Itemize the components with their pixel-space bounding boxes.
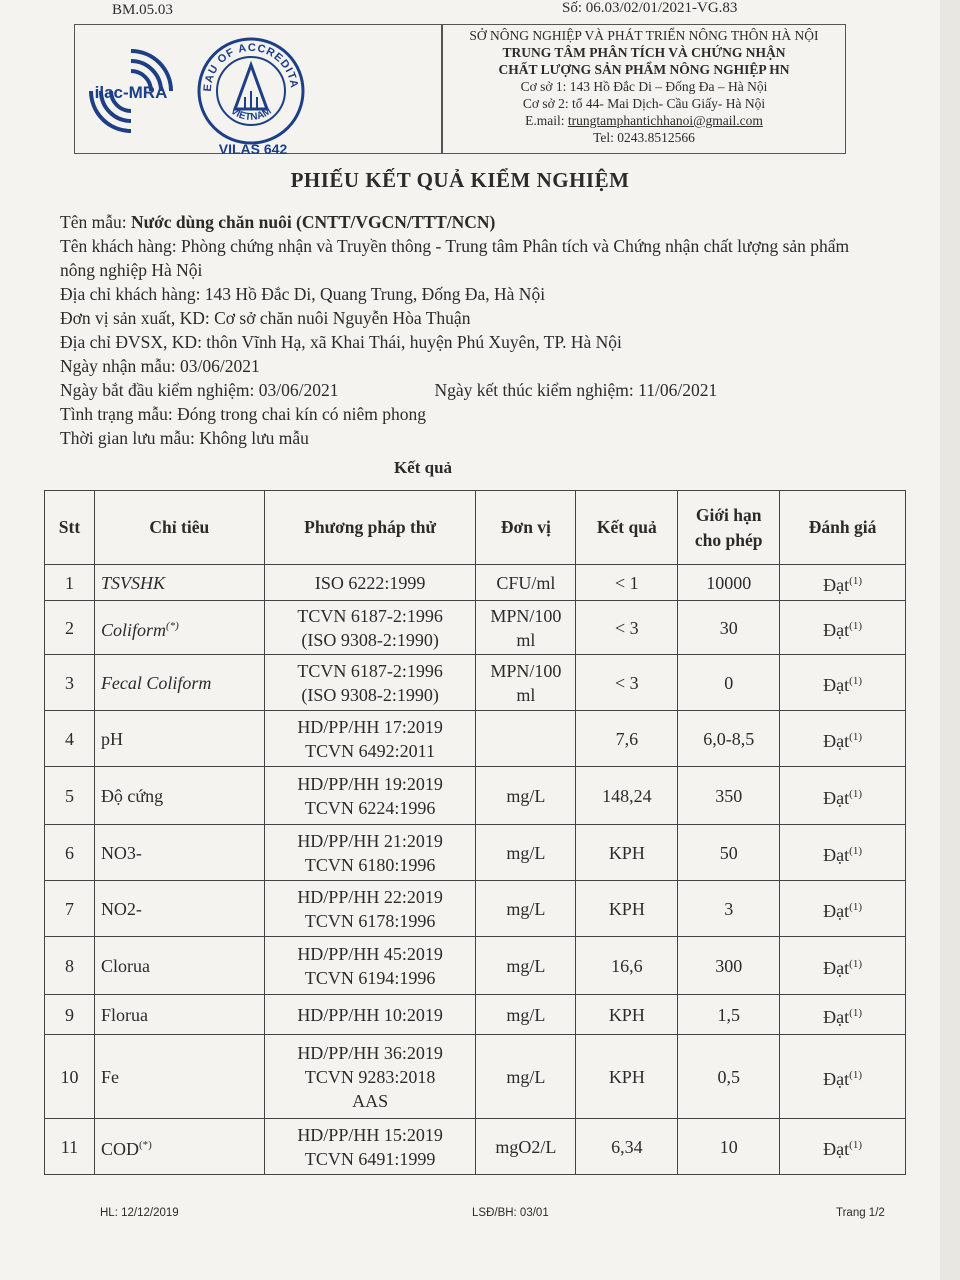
cell-limit xyxy=(678,937,780,995)
cell-evaluation xyxy=(780,1035,906,1119)
org-tel: Tel: 0243.8512566 xyxy=(593,130,695,145)
stt-value: 1 xyxy=(64,572,74,593)
cell-indicator xyxy=(94,1035,264,1119)
cell-unit xyxy=(476,1035,576,1119)
result-value: < 1 xyxy=(614,572,639,593)
cell-indicator xyxy=(94,937,264,995)
cell-limit xyxy=(678,565,780,601)
cell-unit xyxy=(476,995,576,1035)
cell-result xyxy=(576,937,678,995)
cell-stt xyxy=(45,711,95,767)
org-name-line1: TRUNG TÂM PHÂN TÍCH VÀ CHỨNG NHẬN xyxy=(502,45,786,60)
ilac-text: ilac-MRA xyxy=(94,83,168,102)
ilac-mra-logo xyxy=(81,41,181,141)
cell-method xyxy=(264,1035,476,1119)
result-value: 6,34 xyxy=(611,1136,643,1157)
cell-method xyxy=(264,711,476,767)
stt-value: 3 xyxy=(64,672,74,693)
evaluation-note: (1) xyxy=(849,1138,862,1151)
method-line: HD/PP/HH 45:2019 xyxy=(297,943,443,964)
evaluation-note: (1) xyxy=(849,787,862,800)
cell-stt xyxy=(45,881,95,937)
evaluation-value: Đạt xyxy=(823,1068,850,1089)
cell-limit xyxy=(678,711,780,767)
limit-value: 10 xyxy=(719,1136,738,1157)
cell-unit xyxy=(476,1119,576,1175)
evaluation-value: Đạt xyxy=(823,619,850,640)
sample-condition: Tình trạng mẫu: Đóng trong chai kín có niêm phong xyxy=(60,404,426,424)
stt-value: 9 xyxy=(64,1004,74,1025)
evaluation-value: Đạt xyxy=(823,730,850,751)
method-line: TCVN 6187-2:1996 xyxy=(297,605,443,626)
sample-info xyxy=(60,210,870,450)
cell-method xyxy=(264,881,476,937)
evaluation-note: (1) xyxy=(849,730,862,743)
email-link[interactable]: trungtamphantichhanoi@gmail.com xyxy=(567,113,763,128)
results-table xyxy=(44,490,906,1175)
stt-value: 6 xyxy=(64,842,74,863)
org-ministry: SỞ NÔNG NGHIỆP VÀ PHÁT TRIỂN NÔNG THÔN HÀ NỘI xyxy=(469,28,819,43)
cell-unit xyxy=(476,937,576,995)
indicator-mark: (*) xyxy=(138,1138,152,1151)
evaluation-value: Đạt xyxy=(823,844,850,865)
cell-stt xyxy=(45,825,95,881)
cell-result xyxy=(576,881,678,937)
cell-unit xyxy=(476,825,576,881)
unit-line: mg/L xyxy=(506,842,546,863)
cell-stt xyxy=(45,1035,95,1119)
received-date: Ngày nhận mẫu: 03/06/2021 xyxy=(60,356,260,376)
cell-unit xyxy=(476,655,576,711)
cell-method xyxy=(264,1119,476,1175)
limit-value: 1,5 xyxy=(717,1004,740,1025)
indicator-value: NO3- xyxy=(100,842,142,863)
document-number: Số: 06.03/02/01/2021-VG.83 xyxy=(562,0,738,16)
cell-evaluation xyxy=(780,711,906,767)
cell-stt xyxy=(45,601,95,655)
cell-evaluation xyxy=(780,825,906,881)
header-unit: Đơn vị xyxy=(476,491,576,565)
evaluation-note: (1) xyxy=(849,619,862,632)
method-line: HD/PP/HH 36:2019 xyxy=(297,1042,443,1063)
cell-method xyxy=(264,767,476,825)
limit-value: 350 xyxy=(715,785,743,806)
cell-method xyxy=(264,995,476,1035)
footer-hl: HL: 12/12/2019 xyxy=(100,1207,179,1219)
sample-storage: Thời gian lưu mẫu: Không lưu mẫu xyxy=(60,428,309,448)
cell-unit xyxy=(476,767,576,825)
org-address-2: Cơ sở 2: tổ 44- Mai Dịch- Cầu Giấy- Hà Nội xyxy=(522,96,766,111)
limit-value: 0,5 xyxy=(717,1066,740,1087)
header-limit-line2: cho phép xyxy=(694,529,763,550)
evaluation-value: Đạt xyxy=(823,574,850,595)
cell-unit xyxy=(476,881,576,937)
end-date: Ngày kết thúc kiểm nghiệm: 11/06/2021 xyxy=(434,380,718,400)
method-line: HD/PP/HH 15:2019 xyxy=(297,1124,443,1145)
table-row xyxy=(45,767,906,825)
stt-value: 4 xyxy=(64,728,74,749)
method-line: HD/PP/HH 22:2019 xyxy=(297,886,443,907)
limit-value: 3 xyxy=(724,898,734,919)
stt-value: 5 xyxy=(64,785,74,806)
indicator-value: NO2- xyxy=(100,898,142,919)
logo-area xyxy=(75,25,441,157)
producer: Đơn vị sản xuất, KD: Cơ sở chăn nuôi Nguyễn Hòa Thuận xyxy=(60,308,471,328)
cell-limit xyxy=(678,655,780,711)
cell-indicator xyxy=(94,1119,264,1175)
cell-evaluation xyxy=(780,881,906,937)
unit-line: mg/L xyxy=(506,898,546,919)
table-row xyxy=(45,711,906,767)
cell-method xyxy=(264,937,476,995)
cell-limit xyxy=(678,767,780,825)
indicator-value: Độ cứng xyxy=(100,785,164,806)
cell-result xyxy=(576,1035,678,1119)
method-line: HD/PP/HH 19:2019 xyxy=(297,773,443,794)
limit-value: 30 xyxy=(719,617,738,638)
limit-value: 50 xyxy=(719,842,738,863)
header-indicator: Chỉ tiêu xyxy=(94,491,264,565)
unit-line: MPN/100 xyxy=(490,605,562,626)
unit-line: mg/L xyxy=(506,1066,546,1087)
header-limit-line1: Giới hạn xyxy=(695,504,762,525)
cell-evaluation xyxy=(780,937,906,995)
result-value: KPH xyxy=(608,1004,645,1025)
org-name-line2: CHẤT LƯỢNG SẢN PHẨM NÔNG NGHIỆP HN xyxy=(498,62,790,77)
evaluation-note: (1) xyxy=(849,957,862,970)
cell-evaluation xyxy=(780,767,906,825)
email-label: E.mail: xyxy=(525,113,568,128)
evaluation-value: Đạt xyxy=(823,787,850,808)
start-date: Ngày bắt đầu kiểm nghiệm: 03/06/2021 xyxy=(60,380,339,400)
cell-evaluation xyxy=(780,601,906,655)
cell-result xyxy=(576,995,678,1035)
cell-result xyxy=(576,825,678,881)
evaluation-value: Đạt xyxy=(823,674,850,695)
result-value: 148,24 xyxy=(602,785,652,806)
evaluation-value: Đạt xyxy=(823,1006,850,1027)
cell-indicator xyxy=(94,711,264,767)
cell-result xyxy=(576,767,678,825)
cell-indicator xyxy=(94,601,264,655)
method-line: TCVN 9283:2018 xyxy=(304,1066,436,1087)
table-row xyxy=(45,1119,906,1175)
header-stt: Stt xyxy=(45,491,95,565)
indicator-value: TSVSHK xyxy=(100,572,165,593)
limit-value: 0 xyxy=(724,672,734,693)
method-line: TCVN 6178:1996 xyxy=(304,910,436,931)
document-title: PHIẾU KẾT QUẢ KIỂM NGHIỆM xyxy=(290,168,630,192)
method-line: (ISO 9308-2:1990) xyxy=(301,684,439,705)
indicator-mark: (*) xyxy=(165,619,179,632)
indicator-value: Florua xyxy=(100,1004,148,1025)
cell-stt xyxy=(45,655,95,711)
header-evaluation: Đánh giá xyxy=(780,491,906,565)
header-method: Phương pháp thử xyxy=(264,491,476,565)
method-line: HD/PP/HH 21:2019 xyxy=(297,830,443,851)
unit-line: mg/L xyxy=(506,1004,546,1025)
result-value: KPH xyxy=(608,898,645,919)
method-line: HD/PP/HH 10:2019 xyxy=(297,1004,443,1025)
cell-method xyxy=(264,565,476,601)
result-value: < 3 xyxy=(614,672,639,693)
stt-value: 2 xyxy=(64,617,74,638)
cell-stt xyxy=(45,565,95,601)
table-row xyxy=(45,565,906,601)
cell-unit xyxy=(476,565,576,601)
sample-name-label: Tên mẫu: xyxy=(60,212,131,232)
cell-stt xyxy=(45,937,95,995)
table-row xyxy=(45,937,906,995)
result-value: < 3 xyxy=(614,617,639,638)
limit-value: 300 xyxy=(715,955,743,976)
accreditation-seal xyxy=(195,35,307,147)
cell-method xyxy=(264,601,476,655)
stt-value: 10 xyxy=(60,1066,79,1087)
table-row xyxy=(45,601,906,655)
cell-evaluation xyxy=(780,1119,906,1175)
evaluation-note: (1) xyxy=(849,574,862,587)
results-heading: Kết quả xyxy=(393,458,453,477)
cell-stt xyxy=(45,767,95,825)
stt-value: 7 xyxy=(64,898,74,919)
cell-limit xyxy=(678,1035,780,1119)
method-line: TCVN 6491:1999 xyxy=(304,1148,436,1169)
sample-name xyxy=(60,210,870,234)
evaluation-value: Đạt xyxy=(823,900,850,921)
evaluation-note: (1) xyxy=(849,900,862,913)
cell-evaluation xyxy=(780,655,906,711)
cell-result xyxy=(576,711,678,767)
result-value: KPH xyxy=(608,1066,645,1087)
table-row xyxy=(45,1035,906,1119)
method-line: TCVN 6180:1996 xyxy=(304,854,436,875)
sample-name-value: Nước dùng chăn nuôi (CNTT/VGCN/TTT/NCN) xyxy=(130,212,496,232)
cell-unit xyxy=(476,601,576,655)
footer-lsd: LSĐ/BH: 03/01 xyxy=(472,1207,549,1219)
org-address-1: Cơ sở 1: 143 Hồ Đắc Di – Đống Đa – Hà Nội xyxy=(520,79,768,94)
cell-evaluation xyxy=(780,995,906,1035)
cell-result xyxy=(576,565,678,601)
cell-indicator xyxy=(94,825,264,881)
results-body xyxy=(45,565,906,1175)
indicator-value: pH xyxy=(100,728,123,749)
evaluation-note: (1) xyxy=(849,674,862,687)
unit-line: ml xyxy=(516,629,536,650)
indicator-value: Clorua xyxy=(100,955,150,976)
method-line: TCVN 6187-2:1996 xyxy=(297,660,443,681)
seal-country-text: VIETNAM xyxy=(228,105,274,124)
evaluation-note: (1) xyxy=(849,1068,862,1081)
cell-indicator xyxy=(94,881,264,937)
cell-indicator xyxy=(94,655,264,711)
form-code: BM.05.03 xyxy=(112,2,173,18)
cell-stt xyxy=(45,995,95,1035)
result-value: 16,6 xyxy=(611,955,643,976)
org-email xyxy=(441,112,847,129)
cell-limit xyxy=(678,601,780,655)
stt-value: 11 xyxy=(60,1136,79,1157)
producer-address: Địa chỉ ĐVSX, KD: thôn Vĩnh Hạ, xã Khai Thái, huyện Phú Xuyên, TP. Hà Nội xyxy=(60,332,622,352)
unit-line: mgO2/L xyxy=(495,1136,557,1157)
cell-stt xyxy=(45,1119,95,1175)
header-limit xyxy=(678,491,780,565)
customer-address: Địa chỉ khách hàng: 143 Hồ Đắc Di, Quang Trung, Đống Đa, Hà Nội xyxy=(60,284,546,304)
test-dates xyxy=(60,378,870,402)
evaluation-value: Đạt xyxy=(823,1138,850,1159)
cell-result xyxy=(576,655,678,711)
stt-value: 8 xyxy=(64,955,74,976)
cell-result xyxy=(576,1119,678,1175)
seal-ring-text: EAU OF ACCREDITA xyxy=(201,41,300,93)
header-result: Kết quả xyxy=(576,491,678,565)
table-row xyxy=(45,881,906,937)
table-row xyxy=(45,995,906,1035)
result-value: KPH xyxy=(608,842,645,863)
cell-indicator xyxy=(94,995,264,1035)
cell-indicator xyxy=(94,767,264,825)
organization-info xyxy=(441,25,847,146)
unit-line: mg/L xyxy=(506,785,546,806)
method-line: TCVN 6194:1996 xyxy=(304,967,436,988)
vilas-label: VILAS 642 xyxy=(218,141,288,157)
cell-indicator xyxy=(94,565,264,601)
indicator-value: Fe xyxy=(100,1066,119,1087)
table-header-row xyxy=(45,491,906,565)
table-row xyxy=(45,825,906,881)
method-line: HD/PP/HH 17:2019 xyxy=(297,716,443,737)
method-line: AAS xyxy=(352,1090,389,1111)
cell-limit xyxy=(678,995,780,1035)
method-line: (ISO 9308-2:1990) xyxy=(301,629,439,650)
evaluation-value: Đạt xyxy=(823,957,850,978)
unit-line: ml xyxy=(516,684,536,705)
customer-name: Tên khách hàng: Phòng chứng nhận và Truyền thông - Trung tâm Phân tích và Chứng nhận chất lượng sản phẩm nông nghiệp Hà Nội xyxy=(60,236,850,280)
cell-limit xyxy=(678,881,780,937)
cell-evaluation xyxy=(780,565,906,601)
cell-method xyxy=(264,655,476,711)
evaluation-note: (1) xyxy=(849,844,862,857)
evaluation-note: (1) xyxy=(849,1006,862,1019)
cell-unit xyxy=(476,711,576,767)
table-row xyxy=(45,655,906,711)
cell-result xyxy=(576,601,678,655)
unit-line: mg/L xyxy=(506,955,546,976)
indicator-value: COD xyxy=(100,1138,139,1159)
footer-page: Trang 1/2 xyxy=(836,1207,885,1219)
cell-limit xyxy=(678,825,780,881)
method-line: TCVN 6224:1996 xyxy=(304,797,436,818)
cell-method xyxy=(264,825,476,881)
letterhead xyxy=(74,24,846,157)
indicator-value: Coliform xyxy=(100,619,166,640)
unit-line: CFU/ml xyxy=(496,572,556,593)
method-line: ISO 6222:1999 xyxy=(314,572,426,593)
cell-limit xyxy=(678,1119,780,1175)
limit-value: 10000 xyxy=(706,572,752,593)
indicator-value: Fecal Coliform xyxy=(100,672,212,693)
result-value: 7,6 xyxy=(615,728,639,749)
limit-value: 6,0-8,5 xyxy=(703,728,755,749)
unit-line: MPN/100 xyxy=(490,660,562,681)
method-line: TCVN 6492:2011 xyxy=(305,740,435,761)
